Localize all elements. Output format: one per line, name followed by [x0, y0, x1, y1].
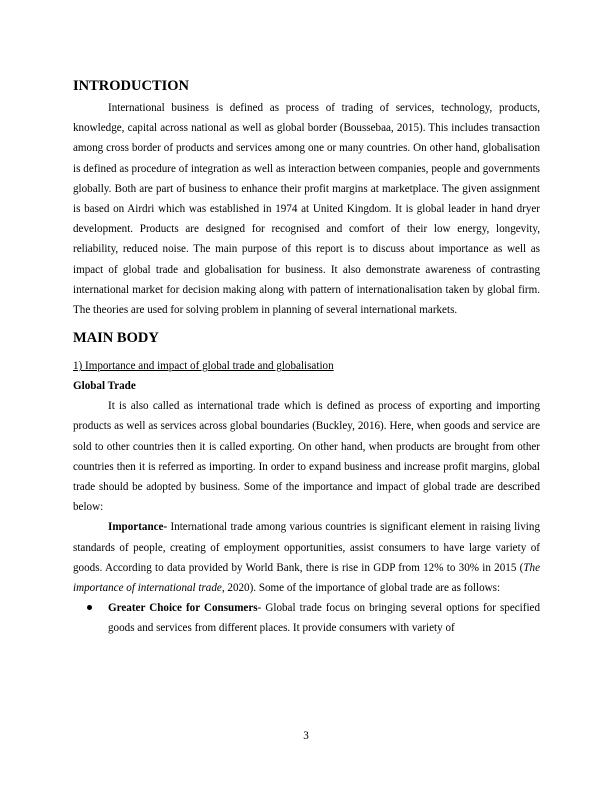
importance-text: International trade among various countries is significant element in raising living standards of people, creating of employment opportunities, assist consumers to have large variety of goods. According to data provided by World Bank, there is rise in GDP from 12% to 30% in 2015 ( [73, 521, 540, 574]
importance-label: Importance- [108, 521, 168, 534]
main-body-heading: MAIN BODY [73, 330, 159, 347]
page-content [73, 76, 540, 639]
bullet-icon [87, 605, 92, 610]
importance-bullet-list [73, 598, 540, 638]
importance-paragraph [73, 517, 540, 598]
section-title: 1) Importance and impact of global trade and globalisation [73, 360, 334, 373]
global-trade-paragraph: It is also called as international trade which is defined as process of exporting and importing products as well as services across global boundaries (Buckley, 2016). Here, when goods and service are sold to other countries then it is called exporting. On other hand, when products are brought from other countries then it is referred as importing. In order to expand business and increase profit margins, global trade should be adopted by business. Some of the importance and impact of global trade are described below: [73, 400, 540, 514]
global-trade-subheading: Global Trade [73, 380, 136, 393]
introduction-paragraph: International business is defined as process of trading of services, technology, products, knowledge, capital across national as well as global border (Boussebaa, 2015). This includes transaction among cross border of products and services among one or many countries. On other hand, globalisation is defined as procedure of integration as well as interaction between companies, people and governments globally. Both are part of business to enhance their profit margins at marketplace. The given assignment is based on Airdri which was established in 1974 at United Kingdom. It is global leader in hand dryer development. Products are designed for recognised and comfort of their low energy, longevity, reliability, reduced noise. The main purpose of this report is to discuss about importance as well as impact of global trade and globalisation for business. It also demonstrate awareness of contrasting international market for decision making along with pattern of internationalisation taken by global firm. The theories are used for solving problem in planning of several international markets. [73, 102, 540, 317]
bullet-text: - Global trade focus on bringing several options for specified goods and services from different places. It provide consumers with variety of [108, 602, 541, 635]
introduction-heading: INTRODUCTION [73, 78, 190, 94]
bullet-label: Greater Choice for Consumers [108, 602, 258, 615]
list-item [73, 598, 540, 638]
page-number: 3 [303, 730, 309, 742]
importance-citation-title: The importance of international trade [73, 561, 540, 595]
importance-text-end: , 2020). Some of the importance of global trade are as follows: [221, 582, 501, 595]
